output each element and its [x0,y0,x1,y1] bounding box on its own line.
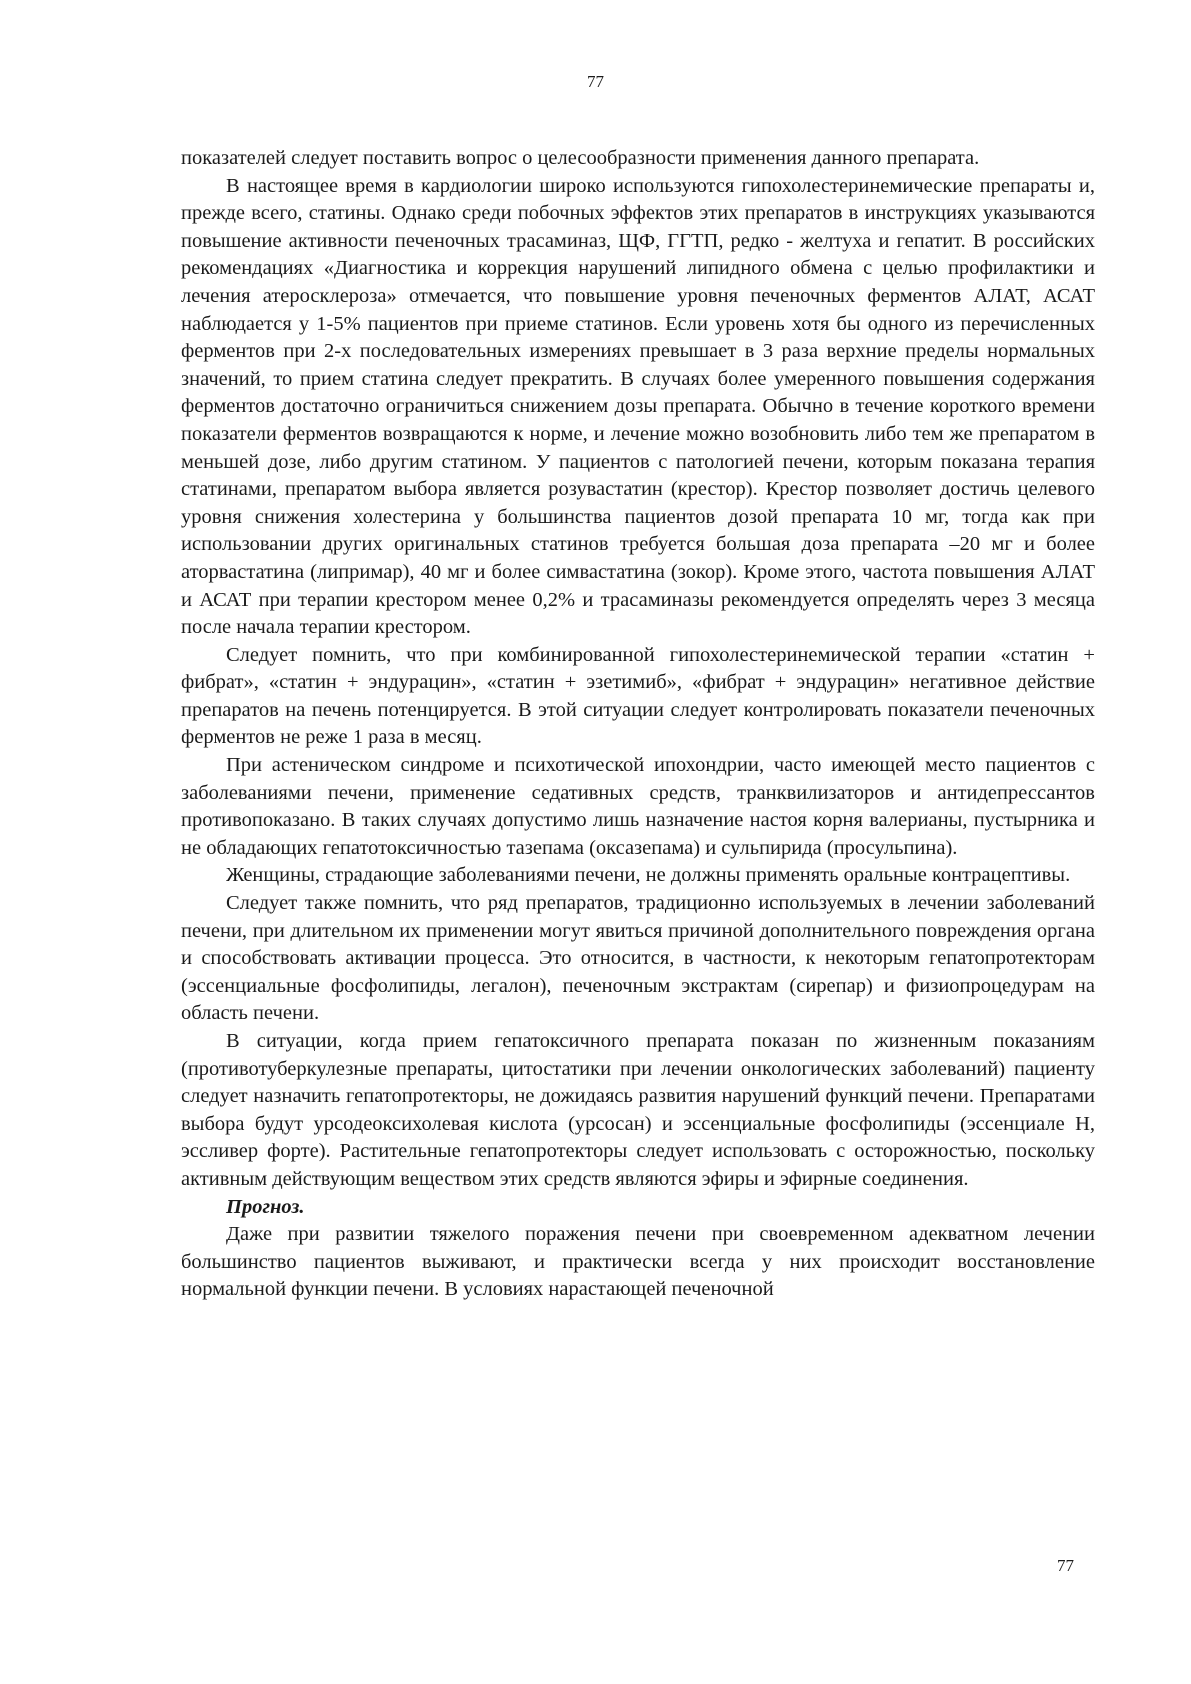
paragraph-statins: В настоящее время в кардиологии широко используются гипохолестеринемические препараты и, прежде всего, статины. Однако среди побочных эффектов этих препаратов в инструкциях указываются повышение активности печеночных трасаминаз, ЩФ, ГГТП, редко - желтуха и гепатит. В российских рекомендациях «Диагностика и коррекция нарушений липидного обмена с целью профилактики и лечения атеросклероза» отмечается, что повышение уровня печеночных ферментов АЛАТ, АСАТ наблюдается у 1-5% пациентов при приеме статинов. Если уровень хотя бы одного из перечисленных ферментов при 2-х последовательных измерениях превышает в 3 раза верхние пределы нормальных значений, то прием статина следует прекратить. В случаях более умеренного повышения содержания ферментов достаточно ограничиться снижением дозы препарата. Обычно в течение короткого времени показатели ферментов возвращаются к норме, и лечение можно возобновить либо тем же препаратом в меньшей дозе, либо другим статином. У пациентов с патологией печени, которым показана терапия статинами, препаратом выбора является розувастатин (крестор). Крестор позволяет достичь целевого уровня снижения холестерина у большинства пациентов дозой препарата 10 мг, тогда как при использовании других оригинальных статинов требуется большая доза препарата –20 мг и более аторвастатина (липримар), 40 мг и более симвастатина (зокор). Кроме этого, частота повышения АЛАТ и АСАТ при терапии крестором менее 0,2% и трасаминазы рекомендуется определять через 3 месяца после начала терапии крестором. [181,174,1095,639]
paragraph-hepatotoxic-drugs: В ситуации, когда прием гепатоксичного препарата показан по жизненным показаниям (противотуберкулезные препараты, цитостатики при лечении онкологических заболеваний) пациенту следует назначить гепатопротекторы, не дожидаясь развития нарушений функций печени. Препаратами выбора будут урсодеоксихолевая кислота (урсосан) и эссенциальные фосфолипиды (эссенциале Н, эссливер форте). Растительные гепатопротекторы следует использовать с осторожностью, поскольку активным действующим веществом этих средств являются эфиры и эфирные соединения. [181,1030,1095,1190]
paragraph-continuation: показателей следует поставить вопрос о целесообразности применения данного препарата. [181,147,980,169]
page-number-bottom: 77 [1057,1556,1074,1575]
paragraph-contraceptives: Женщины, страдающие заболеваниями печени, не должны применять оральные контрацептивы. [226,864,1071,887]
paragraph-asthenic-syndrome: При астеническом синдроме и психотической ипохондрии, часто имеющей место пациентов с заболеваниями печени, применение седативных средств, транквилизаторов и антидепрессантов противопоказано. В таких случаях допустимо лишь назначение настоя корня валерианы, пустырника и не обладающих гепатотоксичностью тазепама (оксазепама) и сульпирида (просульпина). [181,754,1095,859]
paragraph-combined-therapy: Следует помнить, что при комбинированной гипохолестеринемической терапии «статин + фибрат», «статин + эндурацин», «статин + эзетимиб», «фибрат + эндурацин» негативное действие препаратов на печень потенцируется. В этой ситуации следует контролировать показатели печеночных ферментов не реже 1 раза в месяц. [181,643,1095,749]
paragraph-hepatoprotectors-caution: Следует также помнить, что ряд препаратов, традиционно используемых в лечении заболеваний печени, при длительном их применении могут явиться причиной дополнительного повреждения органа и способствовать активации процесса. Это относится, в частности, к некоторым гепатопротекторам (эссенциальные фосфолипиды, легалон), печеночным экстрактам (сирепар) и физиопроцедурам на область печени. [181,892,1095,1025]
paragraph-prognosis: Даже при развитии тяжелого поражения печени при своевременном адекватном лечении большинство пациентов выживают, и практически всегда у них происходит восстановление нормальной функции печени. В условиях нарастающей печеночной [181,1223,1095,1301]
page-number-top: 77 [587,72,604,91]
document-body [181,145,1095,1304]
section-heading-prognosis: Прогноз. [226,1195,305,1218]
